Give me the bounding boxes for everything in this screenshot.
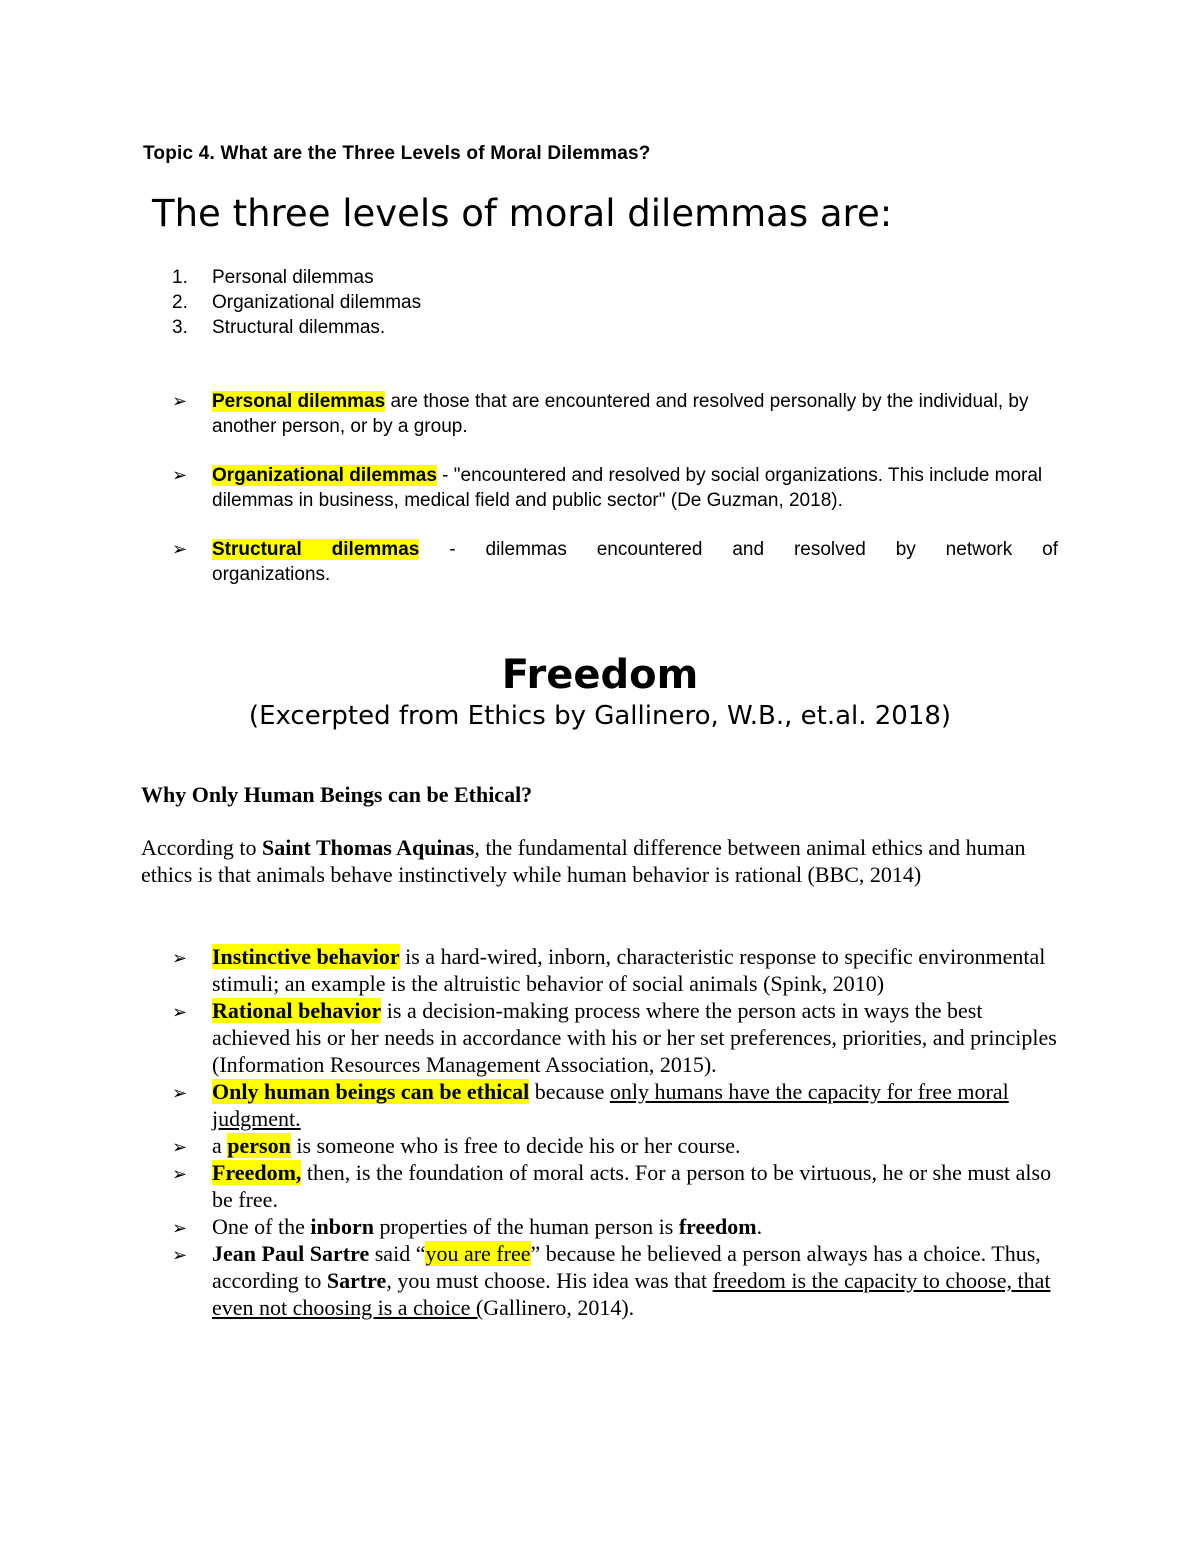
definition-line: organizations. bbox=[212, 564, 331, 585]
arrow-bullet-icon: ➢ bbox=[172, 1137, 188, 1158]
person-name: Jean Paul Sartre bbox=[212, 1241, 370, 1266]
point-ethical: ➢ Only human beings can be ethical because only humans have the capacity for free moral judgment. bbox=[172, 1079, 1009, 1131]
arrow-bullet-icon: ➢ bbox=[172, 1002, 188, 1023]
points-list bbox=[172, 943, 1062, 1321]
highlighted-term: Freedom, bbox=[212, 1160, 302, 1185]
arrow-bullet-icon: ➢ bbox=[172, 465, 188, 486]
point-rational: ➢ Rational behavior is a decision-making process where the person acts in ways the best achieved his or her needs in accordance with his or her set preferences, priorities, and principles (Information Resources Management Association, 2015). bbox=[172, 998, 1057, 1077]
person-name: Saint Thomas Aquinas bbox=[261, 835, 475, 860]
definition-text: "encountered and resolved by social organizations. This include moral dilemmas in business, medical field and public sector" (De Guzman, 2018). bbox=[212, 465, 1043, 511]
point-person: ➢ a person is someone who is free to decide his or her course. bbox=[172, 1132, 1062, 1159]
arrow-bullet-icon: ➢ bbox=[172, 1164, 188, 1185]
list-text: Organizational dilemmas bbox=[212, 292, 422, 313]
definition-structural bbox=[172, 537, 1058, 587]
definition-line: Structural dilemmas - dilemmas encountered and resolved by network of bbox=[212, 539, 1058, 560]
point-inborn: ➢ One of the inborn properties of the human person is freedom. bbox=[172, 1213, 1062, 1240]
list-item bbox=[172, 265, 421, 290]
definition-personal bbox=[172, 389, 1058, 439]
freedom-subtitle: (Excerpted from Ethics by Gallinero, W.B., et.al. 2018) bbox=[248, 701, 952, 731]
definition-text: are those that are encountered and resolved personally by the individual, by another person, or by a group. bbox=[212, 391, 1029, 437]
arrow-bullet-icon: ➢ bbox=[172, 1245, 188, 1266]
arrow-bullet-icon: ➢ bbox=[172, 391, 188, 412]
underlined-text: only humans have the capacity for free moral judgment. bbox=[212, 1079, 1009, 1131]
point-sartre: ➢ Jean Paul Sartre said “you are free” because he believed a person always has a choice. Thus, according to Sartre, you must choose. His idea was that freedom is the capacity to choose, that even not choosing is a choice (Gallinero, 2014). bbox=[172, 1241, 1051, 1320]
list-number: 2. bbox=[172, 292, 188, 313]
highlighted-term: Rational behavior bbox=[212, 998, 382, 1023]
highlighted-term: Structural dilemmas bbox=[212, 539, 420, 560]
arrow-bullet-icon: ➢ bbox=[172, 539, 188, 560]
definitions-list bbox=[172, 389, 1058, 587]
list-number: 1. bbox=[172, 267, 188, 288]
underlined-text: freedom is the capacity to choose, that even not choosing is a choice ( bbox=[212, 1268, 1051, 1320]
intro-heading: The three levels of moral dilemmas are: bbox=[152, 192, 893, 235]
list-item bbox=[172, 290, 421, 315]
highlighted-quote: you are free bbox=[425, 1241, 531, 1266]
list-item bbox=[172, 315, 421, 340]
definition-organizational: ➢ Organizational dilemmas - "encountered and resolved by social organizations. This include moral dilemmas in business, medical field and public sector" (De Guzman, 2018). bbox=[172, 465, 1043, 511]
arrow-bullet-icon: ➢ bbox=[172, 948, 188, 969]
topic-heading: Topic 4. What are the Three Levels of Moral Dilemmas? bbox=[143, 143, 651, 164]
arrow-bullet-icon: ➢ bbox=[172, 1218, 188, 1239]
list-text: Personal dilemmas bbox=[212, 267, 374, 288]
why-heading: Why Only Human Beings can be Ethical? bbox=[141, 782, 533, 807]
highlighted-term: Personal dilemmas bbox=[212, 391, 386, 412]
highlighted-term: person bbox=[227, 1133, 291, 1158]
highlighted-term: Only human beings can be ethical bbox=[212, 1079, 530, 1104]
freedom-title: Freedom bbox=[501, 652, 699, 698]
highlighted-term: Instinctive behavior bbox=[212, 944, 400, 969]
arrow-bullet-icon: ➢ bbox=[172, 1083, 188, 1104]
highlighted-term: Organizational dilemmas bbox=[212, 465, 437, 486]
point-instinctive: ➢ Instinctive behavior is a hard-wired, inborn, characteristic response to specific environmental stimuli; an example is the altruistic behavior of social animals (Spink, 2010) bbox=[172, 944, 1046, 996]
list-text: Structural dilemmas. bbox=[212, 317, 386, 338]
according-paragraph: According to Saint Thomas Aquinas, the fundamental difference between animal ethics and human ethics is that animals behave instinctively while human behavior is rational (BBC, 2014) bbox=[141, 835, 1026, 887]
list-number: 3. bbox=[172, 317, 188, 338]
point-freedom: ➢ Freedom, then, is the foundation of moral acts. For a person to be virtuous, he or she must also be free. bbox=[172, 1160, 1052, 1212]
definition-text: dilemmas encountered and resolved by network of bbox=[485, 539, 1058, 560]
levels-list bbox=[172, 265, 421, 340]
